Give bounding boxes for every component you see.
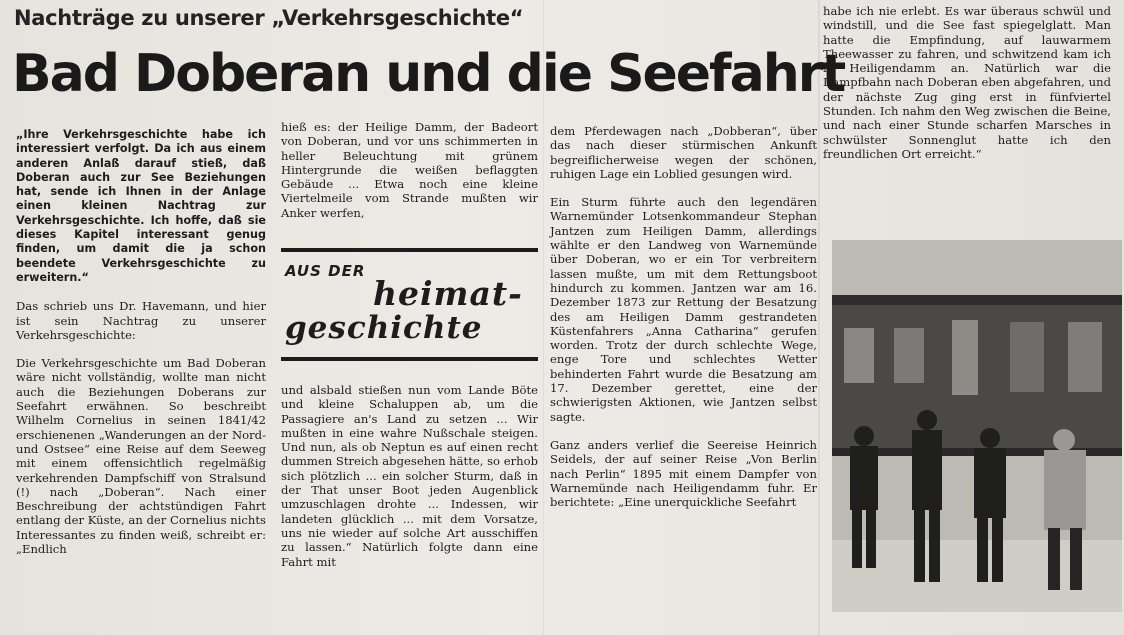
rubric-rule [281, 248, 538, 252]
article-kicker: Nachträge zu unserer „Verkehrsgeschichte“ [14, 6, 524, 30]
column-3 [550, 124, 817, 523]
historic-railway-photo [832, 240, 1122, 612]
column-4 [823, 4, 1111, 175]
body-paragraph: Die Verkehrsgeschichte um Bad Doberan wäre nicht vollständig, wollte man nicht auch die Beziehungen Doberans zur Seefahrt erwähnen. So beschreibt Wilhelm Cornelius in seinen 1841/42 erschienenen „Wanderungen an der Nord- und Ostsee“ eine Reise auf dem Seeweg mit einem offensichtlich regelmäßig verkehrenden Dampfschiff von Stralsund (!) nach „Doberan“. Nach einer Beschreibung der achtstündigen Fahrt entlang der Küste, an der Cornelius nichts Interessantes zu finden weiß, schreibt er: „Endlich [16, 356, 266, 557]
rubric-line: geschichte [285, 310, 483, 346]
column-2-bottom [281, 383, 538, 583]
body-paragraph: hieß es: der Heilige Damm, der Badeort von Doberan, und vor uns schimmerten in heller Beleuchtung mit grünem Hintergrunde die weißen beflaggten Gebäude ... Etwa noch eine kleine Viertelmeile vom Strande mußten wir Anker werfen, [281, 120, 538, 220]
body-paragraph: dem Pferdewagen nach „Dobberan“, über das nach dieser stürmischen Ankunft begreiflicherweise wegen der schönen, ruhigen Lage ein Loblied gesungen wird. [550, 124, 817, 181]
rubric-aus-der-heimatgeschichte [281, 248, 538, 364]
body-paragraph: habe ich nie erlebt. Es war überaus schwül und windstill, und die See fast spiegelglatt. Man hatte die Empfindung, auf lauwarmem Theewasser zu fahren, und schwitzend kam ich in Heiligendamm an. Natürlich war die Dampfbahn nach Doberan eben abgefahren, und der nächste Zug ging erst in fünfviertel Stunden. Ich nahm den Weg zwischen die Beine, und nach einer Stunde scharfen Marsches in schwülster Sonnenglut hatte ich den freundlichen Ort erreicht.“ [823, 4, 1111, 161]
railway-carriage-photo-illustration [832, 240, 1122, 612]
rubric-rule [281, 357, 538, 361]
rubric-line: AUS DER [285, 262, 366, 280]
rubric-line: heimat- [373, 274, 523, 313]
column-1 [16, 128, 266, 570]
intro-paragraph: „Ihre Verkehrsgeschichte habe ich interessiert verfolgt. Da ich aus einem anderen Anlaß darauf stieß, daß Doberan auch zur See Beziehungen hat, sende ich Ihnen in der Anlage einen kleinen Nachtrag zur Verkehrsgeschichte. Ich hoffe, daß sie dieses Kapitel interessant genug finden, um damit die ja schon beendete Verkehrsgeschichte zu erweitern.“ [16, 128, 266, 284]
article-headline: Bad Doberan und die Seefahrt [12, 44, 845, 104]
column-2-top [281, 120, 538, 234]
body-paragraph: Ein Sturm führte auch den legendären Warnemünder Lotsenkommandeur Stephan Jantzen zum Heiligen Damm, allerdings wählte er den Landweg von Warnemünde über Doberan, wo er ein Tor verbreitern lassen mußte, um mit dem Rettungsboot hindurch zu kommen. Jantzen war am 16. Dezember 1873 zur Rettung der Besatzung des am Heiligen Damm gestrandeten Küstenfahrers „Anna Catharina“ gerufen worden. Trotz der durch schlechte Wege, enge Tore und schlechtes Wetter behinderten Fahrt wurde die Besatzung am 17. Dezember gerettet, eine der schwierigsten Aktionen, wie Jantzen selbst sagte. [550, 195, 817, 424]
body-paragraph: Das schrieb uns Dr. Havemann, und hier ist sein Nachtrag zu unserer Verkehrsgeschichte: [16, 299, 266, 342]
body-paragraph: und alsbald stießen nun vom Lande Böte und kleine Schaluppen ab, um die Passagiere an's Land zu setzen ... Wir mußten in eine wahre Nußschale steigen. Und nun, als ob Neptun es auf einen recht dummen Streich abgesehen hätte, so erhob sich plötzlich ... ein solcher Sturm, daß in der That unser Boot jeden Augenblick umzuschlagen drohte ... Indessen, wir landeten glücklich ... mit dem Vorsatze, uns nie wieder auf solche Art ausschiffen zu lassen.“ Natürlich folgte dann eine Fahrt mit [281, 383, 538, 569]
body-paragraph: Ganz anders verlief die Seereise Heinrich Seidels, der auf seiner Reise „Von Berlin nach Perlin“ 1895 mit einem Dampfer von Warnemünde nach Heiligendamm fuhr. Er berichtete: „Eine unerquickliche Seefahrt [550, 437, 817, 510]
